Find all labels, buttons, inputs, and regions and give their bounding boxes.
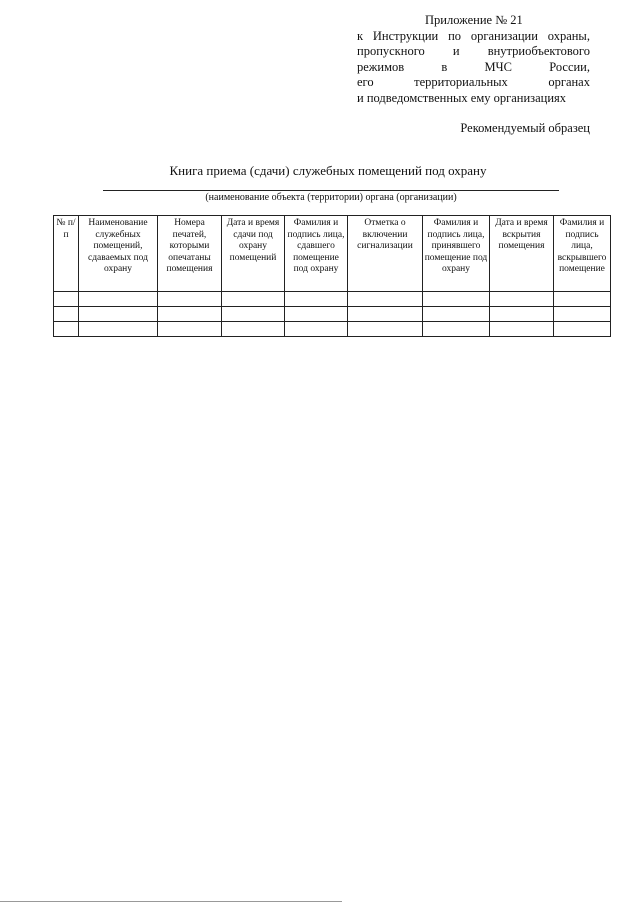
table-cell (79, 322, 158, 337)
appendix-line-5: и подведомственных ему организациях (357, 90, 567, 105)
recommended-sample-label: Рекомендуемый образец (460, 121, 590, 135)
object-name-caption: (наименование объекта (территории) органа (организации) (205, 192, 457, 203)
appendix-word: охраны, (547, 28, 590, 43)
table-row (54, 322, 611, 337)
table-cell (554, 292, 611, 307)
table-cell (79, 307, 158, 322)
table-cell (285, 322, 348, 337)
table-cell (79, 292, 158, 307)
object-name-line (103, 190, 559, 191)
document-title-text: Книга приема (сдачи) служебных помещений под охрану (169, 163, 487, 178)
table-cell (158, 307, 222, 322)
appendix-line-4 (357, 75, 590, 91)
column-header-alarm-mark: Отметка о включении сигнализации (348, 216, 423, 292)
appendix-number: Приложение № 21 (425, 13, 523, 27)
table-cell (54, 322, 79, 337)
table-cell (348, 292, 423, 307)
table-cell (54, 307, 79, 322)
appendix-line-2 (357, 44, 590, 60)
column-header-handover-datetime: Дата и время сдачи под охрану помещений (222, 216, 285, 292)
column-header-opening-datetime: Дата и время вскрытия помещения (490, 216, 554, 292)
appendix-word: внутриобъектового (487, 44, 590, 58)
column-header-number: № п/п (54, 216, 79, 292)
table-cell (222, 292, 285, 307)
table-cell (554, 322, 611, 337)
column-header-opened-by: Фамилия и подпись лица, вскрывшего помещение (554, 216, 611, 292)
table-cell (423, 322, 490, 337)
table-cell (490, 307, 554, 322)
table-cell (490, 292, 554, 307)
table-cell (348, 322, 423, 337)
table-cell (423, 307, 490, 322)
column-header-premises: Наименование служебных помещений, сдаваемых под охрану (79, 216, 158, 292)
table-cell (554, 307, 611, 322)
journal-table (53, 215, 611, 337)
table-cell (222, 322, 285, 337)
appendix-word: Инструкции (372, 28, 439, 43)
appendix-word: организации (470, 28, 538, 43)
table-cell (222, 307, 285, 322)
table-cell (423, 292, 490, 307)
table-cell (158, 322, 222, 337)
appendix-word: и (452, 44, 460, 58)
appendix-word: к (357, 28, 364, 43)
appendix-word: по (448, 28, 462, 43)
document-title (0, 163, 640, 179)
table-cell (158, 292, 222, 307)
table-cell (54, 292, 79, 307)
page-footer-rule (0, 901, 342, 902)
table-cell (285, 307, 348, 322)
appendix-word: пропускного (357, 44, 425, 58)
column-header-accepted-by: Фамилия и подпись лица, принявшего помещение под охрану (423, 216, 490, 292)
table-row (54, 292, 611, 307)
appendix-line-1 (357, 29, 590, 45)
appendix-word: режимов (357, 59, 405, 74)
table-body (54, 292, 611, 337)
column-header-seals: Номера печатей, которыми опечатаны помещения (158, 216, 222, 292)
appendix-word: территориальных (414, 75, 508, 89)
appendix-word: органах (548, 75, 590, 89)
table-cell (285, 292, 348, 307)
appendix-word: России, (549, 59, 590, 74)
appendix-line-3 (357, 60, 590, 76)
appendix-word: МЧС (484, 59, 513, 74)
table-row (54, 307, 611, 322)
table-cell (348, 307, 423, 322)
appendix-word: в (441, 59, 448, 74)
table-cell (490, 322, 554, 337)
appendix-word: его (357, 75, 374, 89)
column-header-handed-over-by: Фамилия и подпись лица, сдавшего помещение под охрану (285, 216, 348, 292)
table-header-row (54, 216, 611, 292)
appendix-block (357, 13, 590, 106)
